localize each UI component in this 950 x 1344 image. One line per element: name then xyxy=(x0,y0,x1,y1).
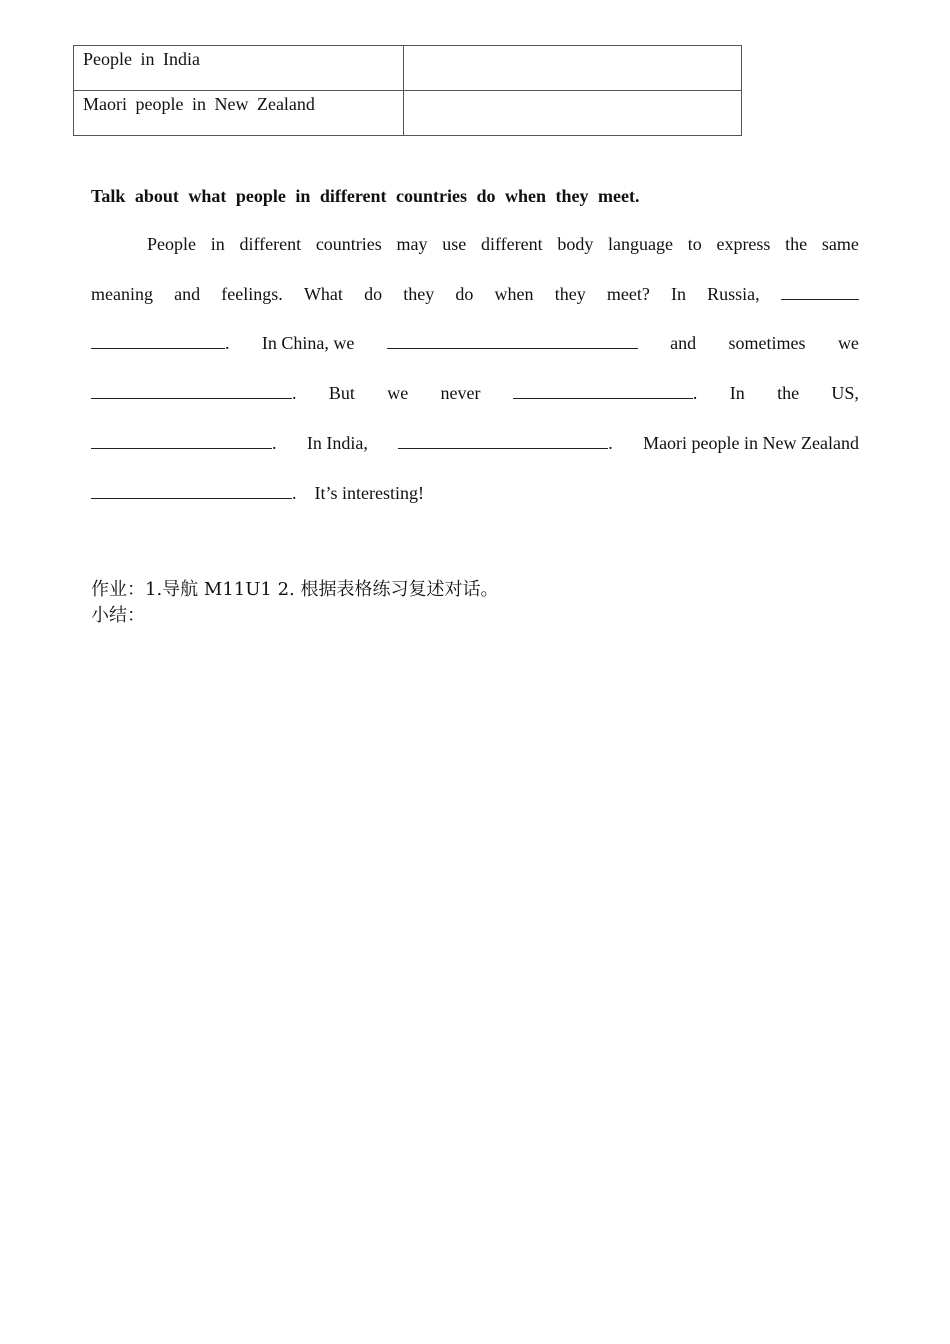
passage-word: to xyxy=(687,234,702,254)
answer-blank-group xyxy=(91,380,297,406)
passage-phrase: In India, xyxy=(306,433,368,453)
passage-word: they xyxy=(403,284,435,304)
passage-word: body xyxy=(557,234,594,254)
summary-line: 小结： xyxy=(91,605,145,626)
passage-word: may xyxy=(396,234,428,254)
table-cell-country: Maori people in New Zealand xyxy=(74,91,404,136)
table-row xyxy=(74,46,742,91)
passage-word: do xyxy=(364,284,383,304)
passage-line-5 xyxy=(91,430,859,456)
table-row xyxy=(74,91,742,136)
passage-word: Russia, xyxy=(707,284,760,304)
period: . xyxy=(272,433,277,453)
passage-word: express xyxy=(716,234,771,254)
period: . xyxy=(292,383,297,403)
passage-word: countries xyxy=(315,234,382,254)
table-cell-answer xyxy=(404,91,742,136)
answer-blank-us[interactable] xyxy=(91,430,272,449)
passage-word: meaning xyxy=(91,284,153,304)
answer-blank-group xyxy=(91,480,297,506)
passage-word: language xyxy=(608,234,673,254)
period: . xyxy=(292,483,297,503)
answer-blank-group xyxy=(398,430,613,456)
passage-word: In xyxy=(729,383,745,403)
passage-word: use xyxy=(442,234,467,254)
passage-word: same xyxy=(821,234,859,254)
passage-word: and xyxy=(670,333,697,353)
passage-line-3 xyxy=(91,330,859,356)
passage-word: In xyxy=(671,284,686,304)
answer-blank-china-2[interactable] xyxy=(91,380,292,399)
passage-word: do xyxy=(455,284,474,304)
passage-line-1 xyxy=(147,231,859,257)
passage-word: People xyxy=(147,234,196,254)
customs-table xyxy=(73,45,742,136)
answer-blank-maori[interactable] xyxy=(91,480,292,499)
answer-blank-group xyxy=(513,380,698,406)
passage-word: in xyxy=(210,234,225,254)
table-cell-answer xyxy=(404,46,742,91)
answer-blank-group xyxy=(91,430,277,456)
answer-blank-group xyxy=(91,330,230,356)
passage-line-4 xyxy=(91,380,859,406)
passage-word: the xyxy=(777,383,800,403)
answer-blank-india[interactable] xyxy=(398,430,608,449)
passage-word: we xyxy=(387,383,409,403)
passage-word: feelings. xyxy=(221,284,283,304)
passage-word: different xyxy=(239,234,302,254)
answer-blank-china-1[interactable] xyxy=(387,330,638,349)
passage-phrase: Maori people in New Zealand xyxy=(643,433,859,453)
passage-word: and xyxy=(174,284,201,304)
passage-word: the xyxy=(785,234,808,254)
period: . xyxy=(608,433,613,453)
passage-word: US, xyxy=(831,383,859,403)
passage-line-2 xyxy=(91,281,859,307)
period: . xyxy=(692,383,698,403)
passage-word: But xyxy=(328,383,355,403)
answer-blank-never[interactable] xyxy=(513,380,693,399)
passage-word: never xyxy=(440,383,481,403)
passage-word: different xyxy=(480,234,543,254)
period: . xyxy=(225,333,230,353)
passage-word: we xyxy=(837,333,859,353)
passage-word: sometimes xyxy=(728,333,806,353)
answer-blank-russia-cont[interactable] xyxy=(91,330,225,349)
passage-line-6 xyxy=(91,480,859,506)
passage-word: when xyxy=(494,284,534,304)
table-cell-country: People in India xyxy=(74,46,404,91)
passage-word: they xyxy=(554,284,586,304)
passage-word: What xyxy=(303,284,343,304)
passage-phrase: It’s interesting! xyxy=(314,483,424,503)
homework-line: 作业：1.导航 M11U1 2. 根据表格练习复述对话。 xyxy=(91,579,499,600)
passage-word: meet? xyxy=(606,284,650,304)
passage-phrase: In China, we xyxy=(261,333,355,353)
task-heading: Talk about what people in different countries do when they meet. xyxy=(91,186,640,206)
answer-blank-russia[interactable] xyxy=(781,281,859,300)
